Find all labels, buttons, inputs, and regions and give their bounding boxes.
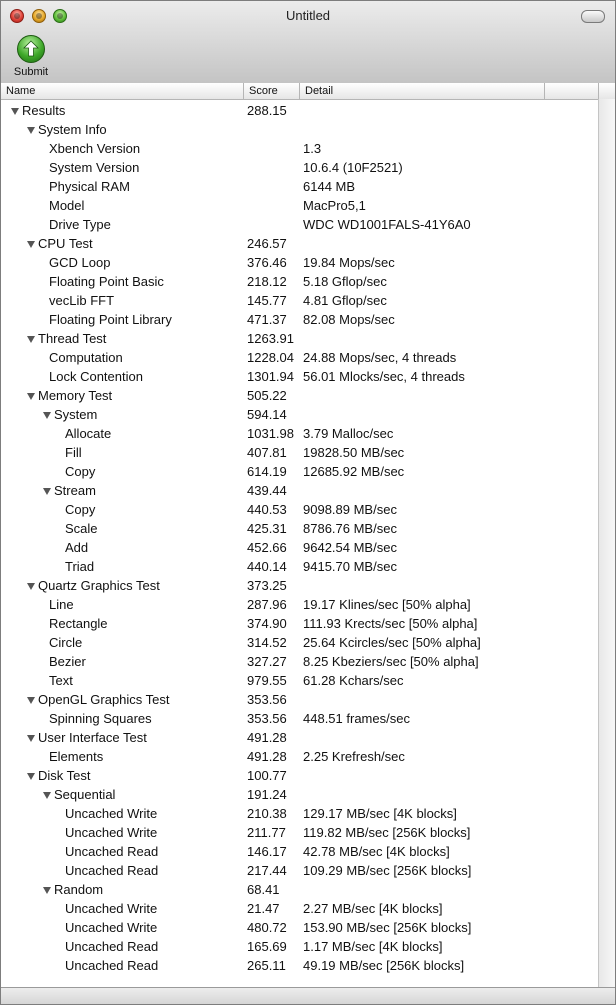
row-name-text: Random [54,882,104,897]
window-title: Untitled [285,8,331,23]
row-name [49,595,74,614]
row-name [49,139,140,158]
row-detail: 5.18 Gflop/sec [303,274,387,289]
outline-group-row[interactable] [1,405,599,424]
row-score: 594.14 [247,407,287,422]
row-name [65,937,158,956]
outline-row[interactable] [1,804,599,823]
row-name-text: Computation [49,350,123,365]
row-name-text: User Interface Test [38,730,147,745]
vertical-scrollbar[interactable] [598,99,615,990]
row-detail: 19828.50 MB/sec [303,445,405,460]
row-score: 211.77 [247,825,286,840]
row-score: 491.28 [247,730,287,745]
row-score: 217.44 [247,863,287,878]
row-name [49,367,143,386]
row-name [49,310,172,329]
row-name [49,177,130,196]
row-detail: 42.78 MB/sec [4K blocks] [303,844,450,859]
row-detail: 8.25 Kbeziers/sec [50% alpha] [303,654,479,669]
disclosure-triangle-icon[interactable] [27,735,35,742]
row-detail: 49.19 MB/sec [256K blocks] [303,958,465,973]
row-score: 1301.94 [247,369,294,384]
row-score: 407.81 [247,445,287,460]
row-score: 1031.98 [247,426,294,441]
outline-row[interactable] [1,443,599,462]
row-score: 100.77 [247,768,287,783]
row-name-text: Text [49,673,73,688]
row-name [49,614,108,633]
row-name [43,785,115,804]
row-name [49,747,103,766]
row-name [27,329,106,348]
outline-group-row[interactable] [1,234,599,253]
row-name-text: Uncached Write [65,901,158,916]
row-score: 1263.91 [247,331,294,346]
outline-row[interactable] [1,424,599,443]
outline-group-row[interactable] [1,120,599,139]
row-detail: 2.25 Krefresh/sec [303,749,405,764]
outline-row[interactable] [1,918,599,937]
row-score: 353.56 [247,692,287,707]
disclosure-triangle-icon[interactable] [27,393,35,400]
row-detail: 1.17 MB/sec [4K blocks] [303,939,443,954]
outline-row[interactable] [1,956,599,975]
outline-group-row[interactable] [1,576,599,595]
row-name [43,405,97,424]
disclosure-triangle-icon[interactable] [43,792,51,799]
row-score: 314.52 [247,635,287,650]
outline-row[interactable] [1,519,599,538]
row-name [65,443,82,462]
row-name-text: Xbench Version [49,141,141,156]
column-score-header[interactable]: Score [244,83,300,99]
row-name [43,880,103,899]
row-detail: 6144 MB [303,179,356,194]
outline-row[interactable] [1,348,599,367]
row-detail: 3.79 Malloc/sec [303,426,394,441]
row-detail: 1.3 [303,141,322,156]
row-name-text: Spinning Squares [49,711,152,726]
row-name [49,272,164,291]
outline-row[interactable] [1,671,599,690]
row-detail: 129.17 MB/sec [4K blocks] [303,806,457,821]
row-score: 1228.04 [247,350,294,365]
row-name-text: Uncached Read [65,844,159,859]
outline-group-row[interactable] [1,386,599,405]
disclosure-triangle-icon[interactable] [43,488,51,495]
row-name-text: Uncached Read [65,863,159,878]
row-name-text: Copy [65,502,96,517]
row-name-text: Uncached Read [65,939,159,954]
row-name-text: Stream [54,483,96,498]
window-bottom-bar [1,987,615,1004]
row-name [27,386,112,405]
outline-row[interactable] [1,842,599,861]
row-name-text: Add [65,540,89,555]
row-score: 210.38 [247,806,287,821]
row-score: 440.53 [247,502,287,517]
row-detail: 4.81 Gflop/sec [303,293,387,308]
row-name-text: Line [49,597,74,612]
disclosure-triangle-icon[interactable] [43,412,51,419]
row-score: 191.24 [247,787,287,802]
row-name [65,823,157,842]
column-detail-header[interactable]: Detail [300,83,545,99]
row-score: 480.72 [247,920,287,935]
outline-row[interactable] [1,861,599,880]
row-name [65,861,158,880]
outline-group-row[interactable] [1,766,599,785]
outline-group-row[interactable] [1,101,599,120]
row-name-text: Circle [49,635,83,650]
row-name [27,120,107,139]
row-score: 353.56 [247,711,287,726]
row-score: 68.41 [247,882,280,897]
row-detail: 9098.89 MB/sec [303,502,397,517]
outline-row[interactable] [1,614,599,633]
outline-row[interactable] [1,709,599,728]
row-detail: 82.08 Mops/sec [303,312,395,327]
row-name [49,633,82,652]
row-name [27,728,147,747]
outline-group-row[interactable] [1,785,599,804]
row-name-text: System Info [38,122,107,137]
outline-row[interactable] [1,139,599,158]
row-name [49,652,86,671]
row-score: 373.25 [247,578,287,593]
outline-row[interactable] [1,253,599,272]
row-score: 327.27 [247,654,287,669]
row-name [49,215,111,234]
disclosure-triangle-icon[interactable] [43,887,51,894]
row-name [65,557,94,576]
disclosure-triangle-icon[interactable] [27,583,35,590]
title-bar [1,1,615,84]
row-name [49,253,110,272]
row-name-text: Allocate [65,426,112,441]
row-name [65,804,157,823]
row-name [65,956,158,975]
outline-row[interactable] [1,633,599,652]
row-detail: 24.88 Mops/sec, 4 threads [303,350,457,365]
row-detail: 9642.54 MB/sec [303,540,397,555]
outline-row[interactable] [1,196,599,215]
outline-row[interactable] [1,158,599,177]
outline-row[interactable] [1,310,599,329]
outline-row[interactable] [1,595,599,614]
row-detail: 56.01 Mlocks/sec, 4 threads [303,369,465,384]
row-score: 505.22 [247,388,287,403]
row-name-text: Bezier [49,654,86,669]
row-score: 21.47 [247,901,280,916]
row-detail: MacPro5,1 [303,198,366,213]
outline-row[interactable] [1,557,599,576]
row-name-text: Model [49,198,85,213]
row-score: 452.66 [247,540,287,555]
row-name [65,918,157,937]
outline-row[interactable] [1,538,599,557]
row-score: 440.14 [247,559,287,574]
outline-row[interactable] [1,462,599,481]
row-name-text: Triad [65,559,95,574]
row-detail: 8786.76 MB/sec [303,521,397,536]
row-name-text: vecLib FFT [49,293,115,308]
row-name-text: Uncached Write [65,920,158,935]
outline-group-row[interactable] [1,880,599,899]
outline-row[interactable] [1,367,599,386]
row-name [49,709,152,728]
row-score: 491.28 [247,749,287,764]
row-name [49,158,139,177]
column-empty-header [545,83,599,99]
row-name [49,291,114,310]
row-name [11,101,65,120]
outline-row[interactable] [1,291,599,310]
row-detail: 10.6.4 (10F2521) [303,160,403,175]
column-header [1,83,615,100]
row-name-text: Lock Contention [49,369,143,384]
row-detail: 61.28 Kchars/sec [303,673,404,688]
submit-button[interactable] [9,35,53,81]
row-name [49,671,73,690]
row-detail: 9415.70 MB/sec [303,559,397,574]
row-score: 471.37 [247,312,287,327]
row-name [27,766,91,785]
row-name-text: Disk Test [38,768,91,783]
outline-row[interactable] [1,652,599,671]
row-score: 614.19 [247,464,287,479]
outline-row[interactable] [1,747,599,766]
row-name-text: OpenGL Graphics Test [38,692,170,707]
row-score: 376.46 [247,255,287,270]
outline-row[interactable] [1,500,599,519]
row-name-text: Drive Type [49,217,111,232]
row-name [27,690,170,709]
row-name-text: Physical RAM [49,179,130,194]
outline-group-row[interactable] [1,481,599,500]
row-score: 218.12 [247,274,287,289]
row-detail: 2.27 MB/sec [4K blocks] [303,901,443,916]
row-name-text: Rectangle [49,616,108,631]
row-score: 288.15 [247,103,287,118]
row-name-text: Quartz Graphics Test [38,578,160,593]
row-name-text: Results [22,103,66,118]
row-name-text: GCD Loop [49,255,111,270]
row-name-text: System [54,407,98,422]
row-name-text: Elements [49,749,104,764]
row-detail: 109.29 MB/sec [256K blocks] [303,863,472,878]
row-detail: WDC WD1001FALS-41Y6A0 [303,217,471,232]
row-detail: 19.84 Mops/sec [303,255,395,270]
row-score: 439.44 [247,483,287,498]
row-name [65,899,157,918]
outline-row[interactable] [1,272,599,291]
row-score: 979.55 [247,673,287,688]
row-detail: 153.90 MB/sec [256K blocks] [303,920,472,935]
row-name [27,234,93,253]
row-name [49,196,84,215]
row-detail: 25.64 Kcircles/sec [50% alpha] [303,635,481,650]
row-name-text: Copy [65,464,96,479]
outline-group-row[interactable] [1,690,599,709]
row-name [65,842,158,861]
row-name [43,481,96,500]
row-name-text: System Version [49,160,140,175]
row-name-text: Thread Test [38,331,107,346]
row-name-text: CPU Test [38,236,93,251]
row-name-text: Uncached Write [65,806,158,821]
outline-row[interactable] [1,177,599,196]
row-score: 145.77 [247,293,287,308]
row-name [65,538,88,557]
disclosure-triangle-icon[interactable] [27,773,35,780]
row-name [65,519,98,538]
row-score: 265.11 [247,958,286,973]
row-name [65,462,95,481]
outline-group-row[interactable] [1,728,599,747]
row-score: 287.96 [247,597,287,612]
row-score: 146.17 [247,844,287,859]
row-score: 165.69 [247,939,287,954]
outline-row[interactable] [1,937,599,956]
toolbar-toggle-button[interactable] [581,10,605,23]
row-detail: 111.93 Krects/sec [50% alpha] [303,616,478,631]
row-name [65,424,111,443]
results-outline [1,100,599,990]
submit-label: Submit [13,66,49,78]
row-name [49,348,123,367]
row-detail: 448.51 frames/sec [303,711,410,726]
disclosure-triangle-icon[interactable] [11,108,19,115]
row-name [27,576,160,595]
row-name-text: Floating Point Library [49,312,172,327]
row-detail: 12685.92 MB/sec [303,464,405,479]
disclosure-triangle-icon[interactable] [27,127,35,134]
column-name-header[interactable]: Name [1,83,244,99]
row-name-text: Fill [65,445,82,460]
row-name-text: Uncached Write [65,825,158,840]
row-score: 425.31 [247,521,287,536]
row-name-text: Scale [65,521,98,536]
outline-row[interactable] [1,899,599,918]
row-score: 374.90 [247,616,287,631]
row-name [65,500,95,519]
row-score: 246.57 [247,236,287,251]
row-name-text: Uncached Read [65,958,159,973]
row-detail: 119.82 MB/sec [256K blocks] [303,825,471,840]
disclosure-triangle-icon[interactable] [27,697,35,704]
up-arrow-icon [17,35,45,63]
outline-group-row[interactable] [1,329,599,348]
disclosure-triangle-icon[interactable] [27,336,35,343]
outline-row[interactable] [1,215,599,234]
row-name-text: Sequential [54,787,116,802]
row-name-text: Memory Test [38,388,113,403]
disclosure-triangle-icon[interactable] [27,241,35,248]
row-name-text: Floating Point Basic [49,274,164,289]
outline-row[interactable] [1,823,599,842]
row-detail: 19.17 Klines/sec [50% alpha] [303,597,471,612]
